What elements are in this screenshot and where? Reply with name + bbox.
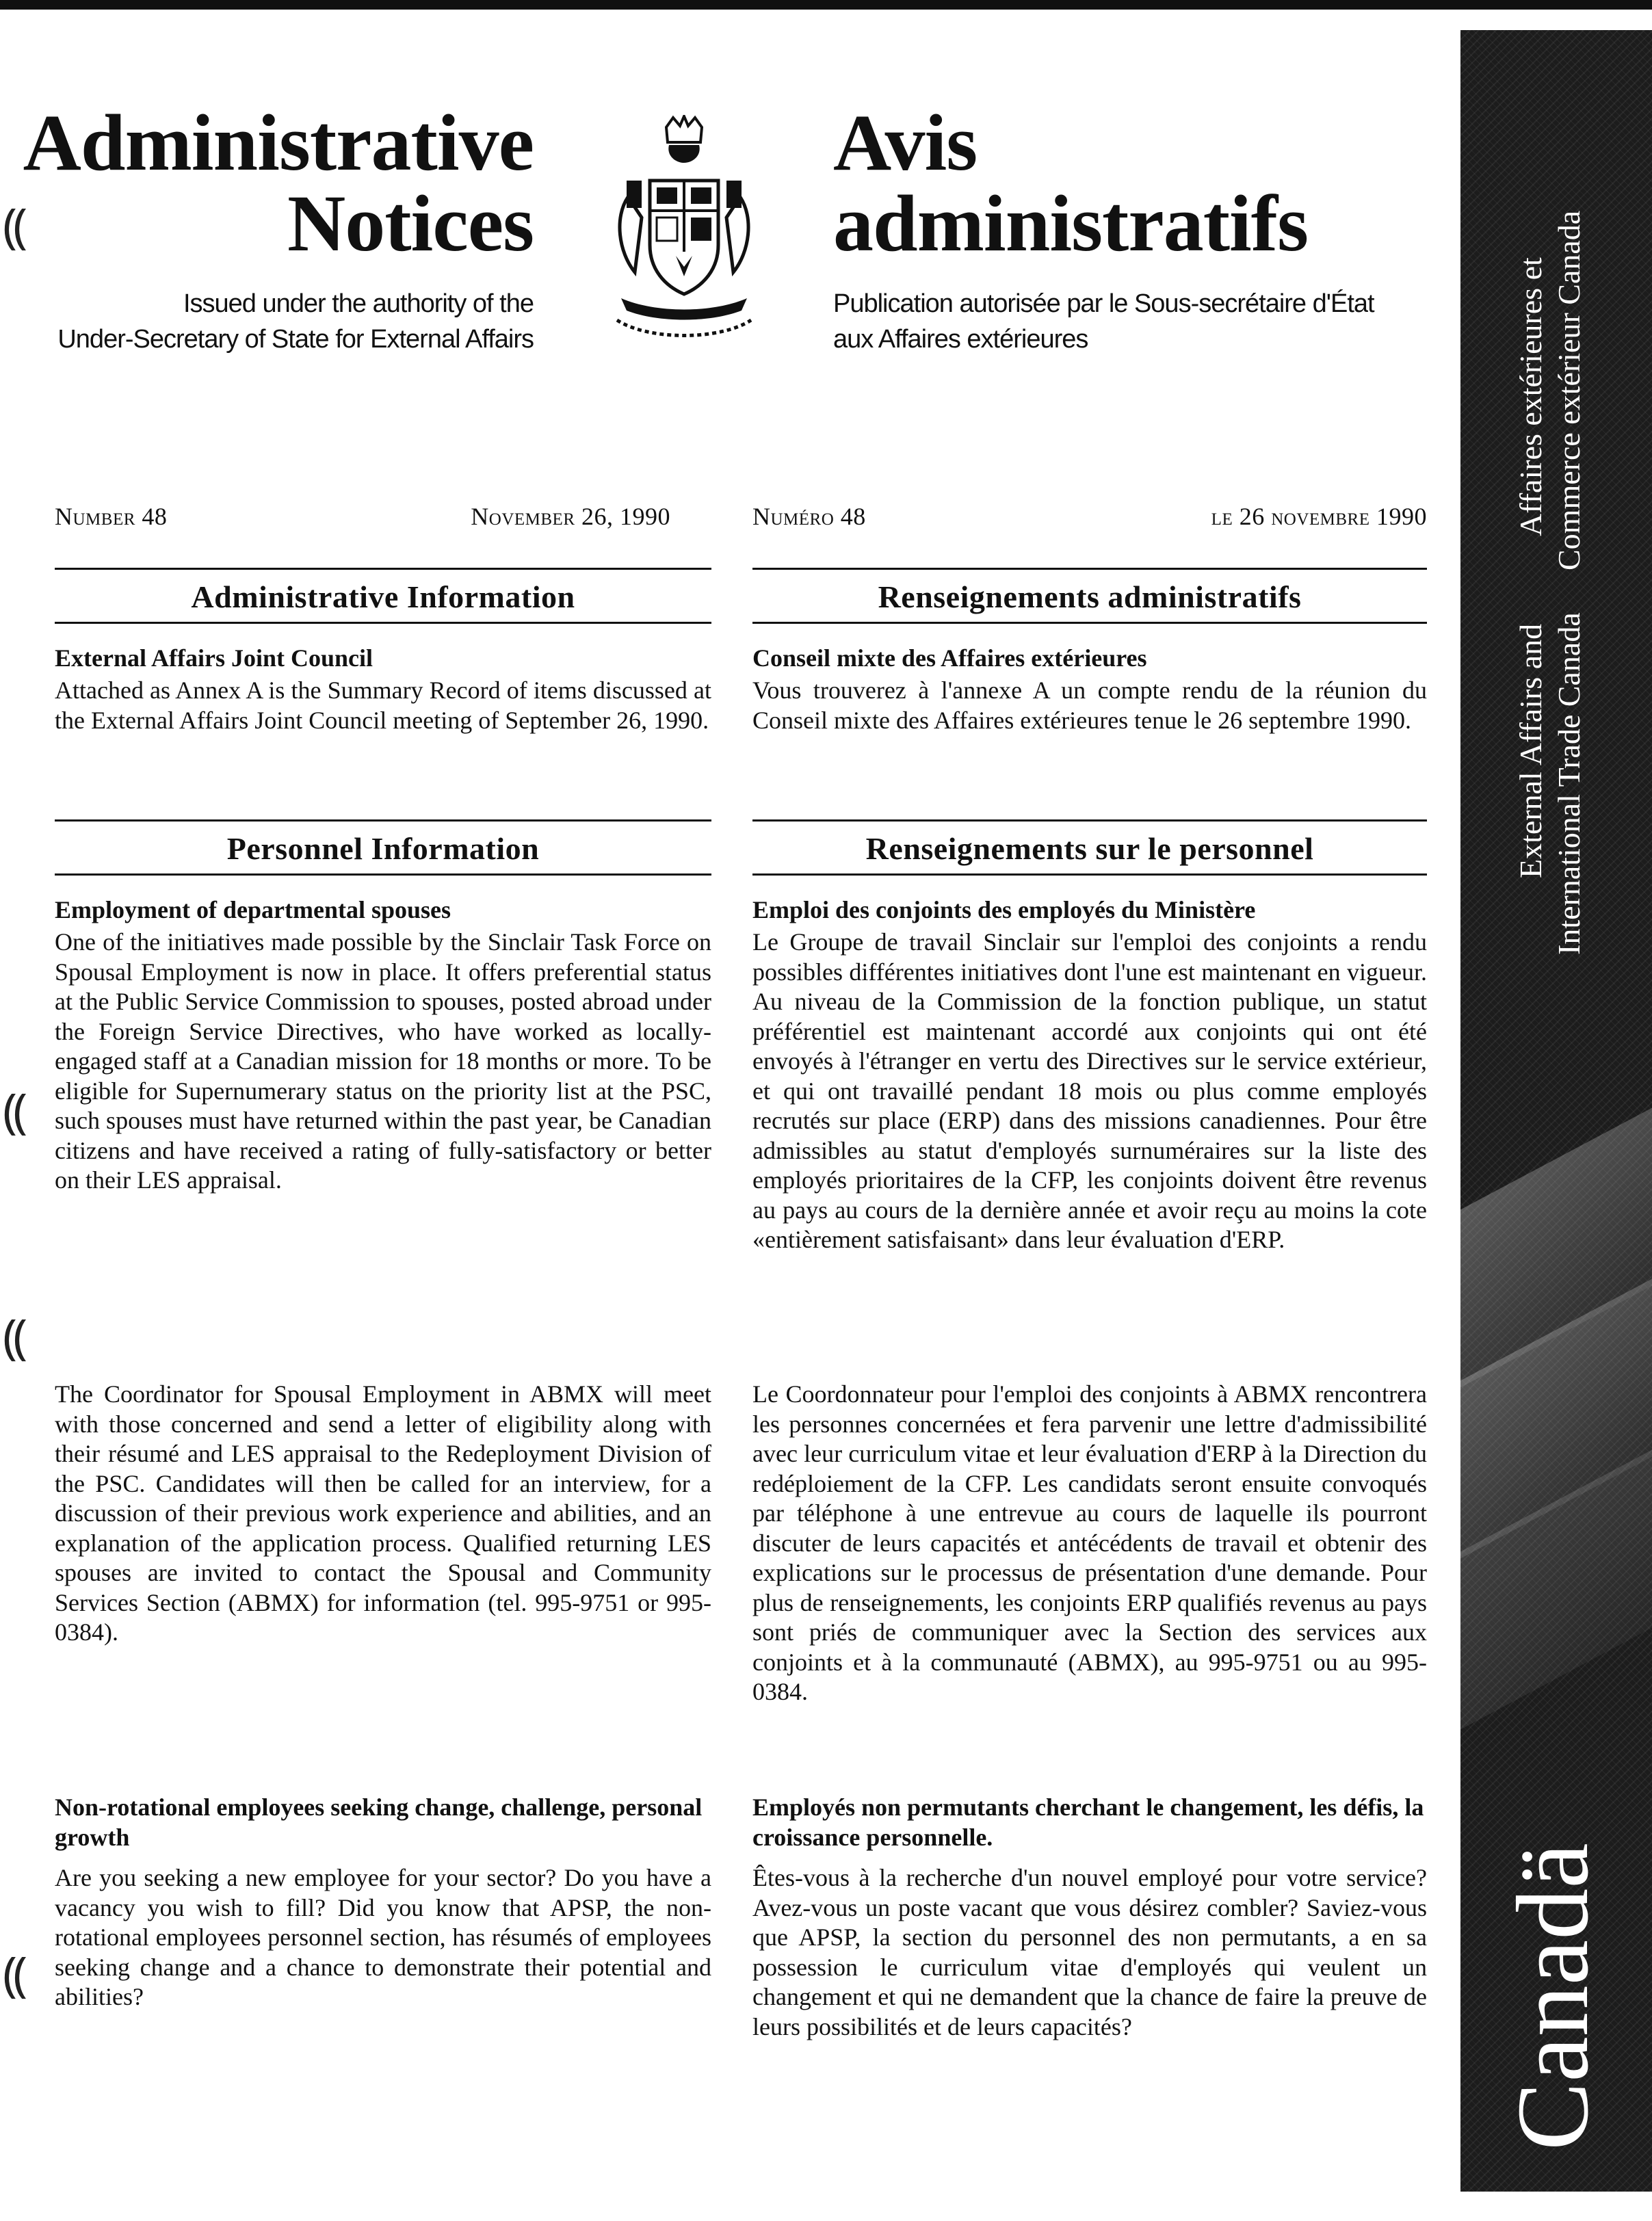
english-personnel — [55, 819, 711, 1196]
english-non-rotational — [55, 1792, 711, 2012]
title-french-line1: Avis — [833, 98, 978, 187]
section-title-admin-en: Administrative Information — [191, 579, 575, 614]
item-heading-non-rotational-en: Non-rotational employees seeking change, challenge, personal growth — [55, 1793, 703, 1851]
issue-line-french — [752, 502, 1427, 535]
top-border — [0, 0, 1652, 10]
binder-hole-mark: ⸨ — [3, 1083, 27, 1140]
section-title-personnel-en: Personnel Information — [226, 831, 540, 866]
item-body-joint-council-en: Attached as Annex A is the Summary Record of items discussed at the External Affairs Joint Council meeting of September 26, 1990. — [55, 676, 711, 734]
binder-hole-mark: ⸨ — [3, 1309, 27, 1365]
subtitle-french — [833, 286, 1449, 357]
item-body-spouses-fr-1: Le Groupe de travail Sinclair sur l'emploi des conjoints a rendu possibles différentes initiatives dont l'une est maintenant en vigueur. Au niveau de la Commission de la fonction publique, un statut préférentiel est maintenant accordé aux conjoints qui ont été envoyés à l'étranger en vertu des Directives sur le service extérieur, et qui ont travaillé pendant 18 mois ou plus comme employés recrutés sur place (ERP) dans des missions canadiennes. Pour être admissibles au statut d'employés surnuméraires sur la liste des employés prioritaires de la CFP, les conjoints doivent être revenus au pays au cours de la dernière année et avoir reçu au moins la cote «entièrement satisfaisant» dans leur évaluation d'ERP. — [752, 928, 1427, 1253]
title-french — [833, 98, 1449, 268]
title-english — [21, 98, 534, 268]
subtitle-english-line1: Issued under the authority of the — [183, 289, 534, 318]
subtitle-french-line2: aux Affaires extérieures — [833, 325, 1088, 354]
sidebar-line-french-1: Affaires extérieures et — [1513, 257, 1548, 536]
english-column — [55, 568, 711, 735]
french-column — [752, 568, 1427, 735]
french-spouses-continued — [752, 1377, 1427, 1707]
section-title-personnel-fr: Renseignements sur le personnel — [865, 831, 1314, 866]
subtitle-english-line2: Under-Secretary of State for External Affairs — [57, 325, 534, 354]
item-body-spouses-en-1: One of the initiatives made possible by the Sinclair Task Force on Spousal Employment is now in place. It offers preferential status at the Public Service Commission to spouses, posted abroad under the Foreign Service Directives, who have worked as locally-engaged staff at a Canadian mission for 18 months or more. To be eligible for Supernumerary status on the priority list at the PSC, such spouses must have returned within the past year, be Canadian citizens and have received a rating of fully-satisfactory or better on their LES appraisal. — [55, 928, 711, 1194]
item-body-joint-council-fr: Vous trouverez à l'annexe A un compte rendu de la réunion du Conseil mixte des Affaires extérieures tenue le 26 septembre 1990. — [752, 676, 1427, 734]
issue-line-english — [55, 502, 670, 535]
title-english-line2: Notices — [287, 179, 534, 268]
item-heading-spouses-en: Employment of departmental spouses — [55, 896, 451, 923]
divider — [752, 873, 1427, 876]
french-personnel — [752, 819, 1427, 1255]
title-english-line1: Administrative — [23, 98, 534, 187]
subtitle-french-line1: Publication autorisée par le Sous-secrétaire d'État — [833, 289, 1374, 318]
item-body-non-permutants-fr: Êtes-vous à la recherche d'un nouvel employé pour votre service? Avez-vous un poste vacant que vous désirez combler? Saviez-vous que APSP, la section du personnel des non permutants, a en sa possession le curriculum vitae d'employés qui veulent un changement et qui ne demandent que la chance de faire la preuve de leurs possibilités et de leurs capacités? — [752, 1864, 1427, 2040]
section-title-admin-fr: Renseignements administratifs — [878, 579, 1302, 614]
coat-of-arms-icon — [601, 115, 768, 345]
binder-hole-mark: ⸨ — [3, 198, 27, 254]
issue-date-french: le 26 novembre 1990 — [1211, 503, 1427, 530]
divider — [752, 622, 1427, 624]
item-heading-joint-council-fr: Conseil mixte des Affaires extérieures — [752, 644, 1147, 672]
item-body-spouses-fr-2: Le Coordonnateur pour l'emploi des conjoints à ABMX rencontrera les personnes concernées et fera parvenir une lettre d'admissibilité avec leur curriculum vitae et leur évaluation d'ERP à la Direction du redéploiement de la CFP. Les candidats seront ensuite convoqués par téléphone à une entrevue au cours de laquelle ils pourront discuter de leurs capacités et antécédents de travail et obtenir des explications sur le processus de présentation d'une demande. Pour plus de renseignements, les conjoints ERP qualifiés revenus au pays sont priés de communiquer avec la Section des services aux conjoints et à la communauté (ABMX), au 995-9751 ou au 995-0384. — [752, 1380, 1427, 1705]
department-sidebar — [1460, 30, 1652, 2192]
sidebar-line-english-2: International Trade Canada — [1551, 612, 1586, 955]
sidebar-line-english-1: External Affairs and — [1513, 623, 1548, 878]
binder-hole-mark: ⸨ — [3, 1947, 27, 2003]
item-heading-non-permutants-fr: Employés non permutants cherchant le changement, les défis, la croissance personnelle. — [752, 1793, 1424, 1851]
issue-number-french: Numéro 48 — [752, 503, 866, 530]
item-heading-spouses-fr: Emploi des conjoints des employés du Ministère — [752, 896, 1256, 923]
canada-wordmark: Canadä — [1496, 1843, 1610, 2151]
divider — [55, 622, 711, 624]
item-body-non-rotational-en: Are you seeking a new employee for your sector? Do you have a vacancy you wish to fill? Did you know that APSP, the non-rotational employees personnel section, has résumés of employees seeking change and a chance to demonstrate their potential and abilities? — [55, 1864, 711, 2010]
divider — [55, 873, 711, 876]
sidebar-line-french-2: Commerce extérieur Canada — [1551, 210, 1586, 570]
item-heading-joint-council-en: External Affairs Joint Council — [55, 644, 373, 672]
title-french-line2: administratifs — [833, 179, 1308, 268]
english-spouses-continued — [55, 1377, 711, 1648]
french-non-permutants — [752, 1792, 1427, 2042]
issue-number-english: Number 48 — [55, 503, 168, 530]
subtitle-english — [21, 286, 534, 357]
issue-date-english: November 26, 1990 — [471, 503, 670, 530]
item-body-spouses-en-2: The Coordinator for Spousal Employment in ABMX will meet with those concerned and send a letter of eligibility along with their résumé and LES appraisal to the Redeployment Division of the PSC. Candidates will then be called for an interview, for a discussion of their previous work experience and abilities, and an explanation of the application process. Qualified returning LES spouses are invited to contact the Spousal and Community Services Section (ABMX) for information (tel. 995-9751 or 995-0384). — [55, 1380, 711, 1646]
